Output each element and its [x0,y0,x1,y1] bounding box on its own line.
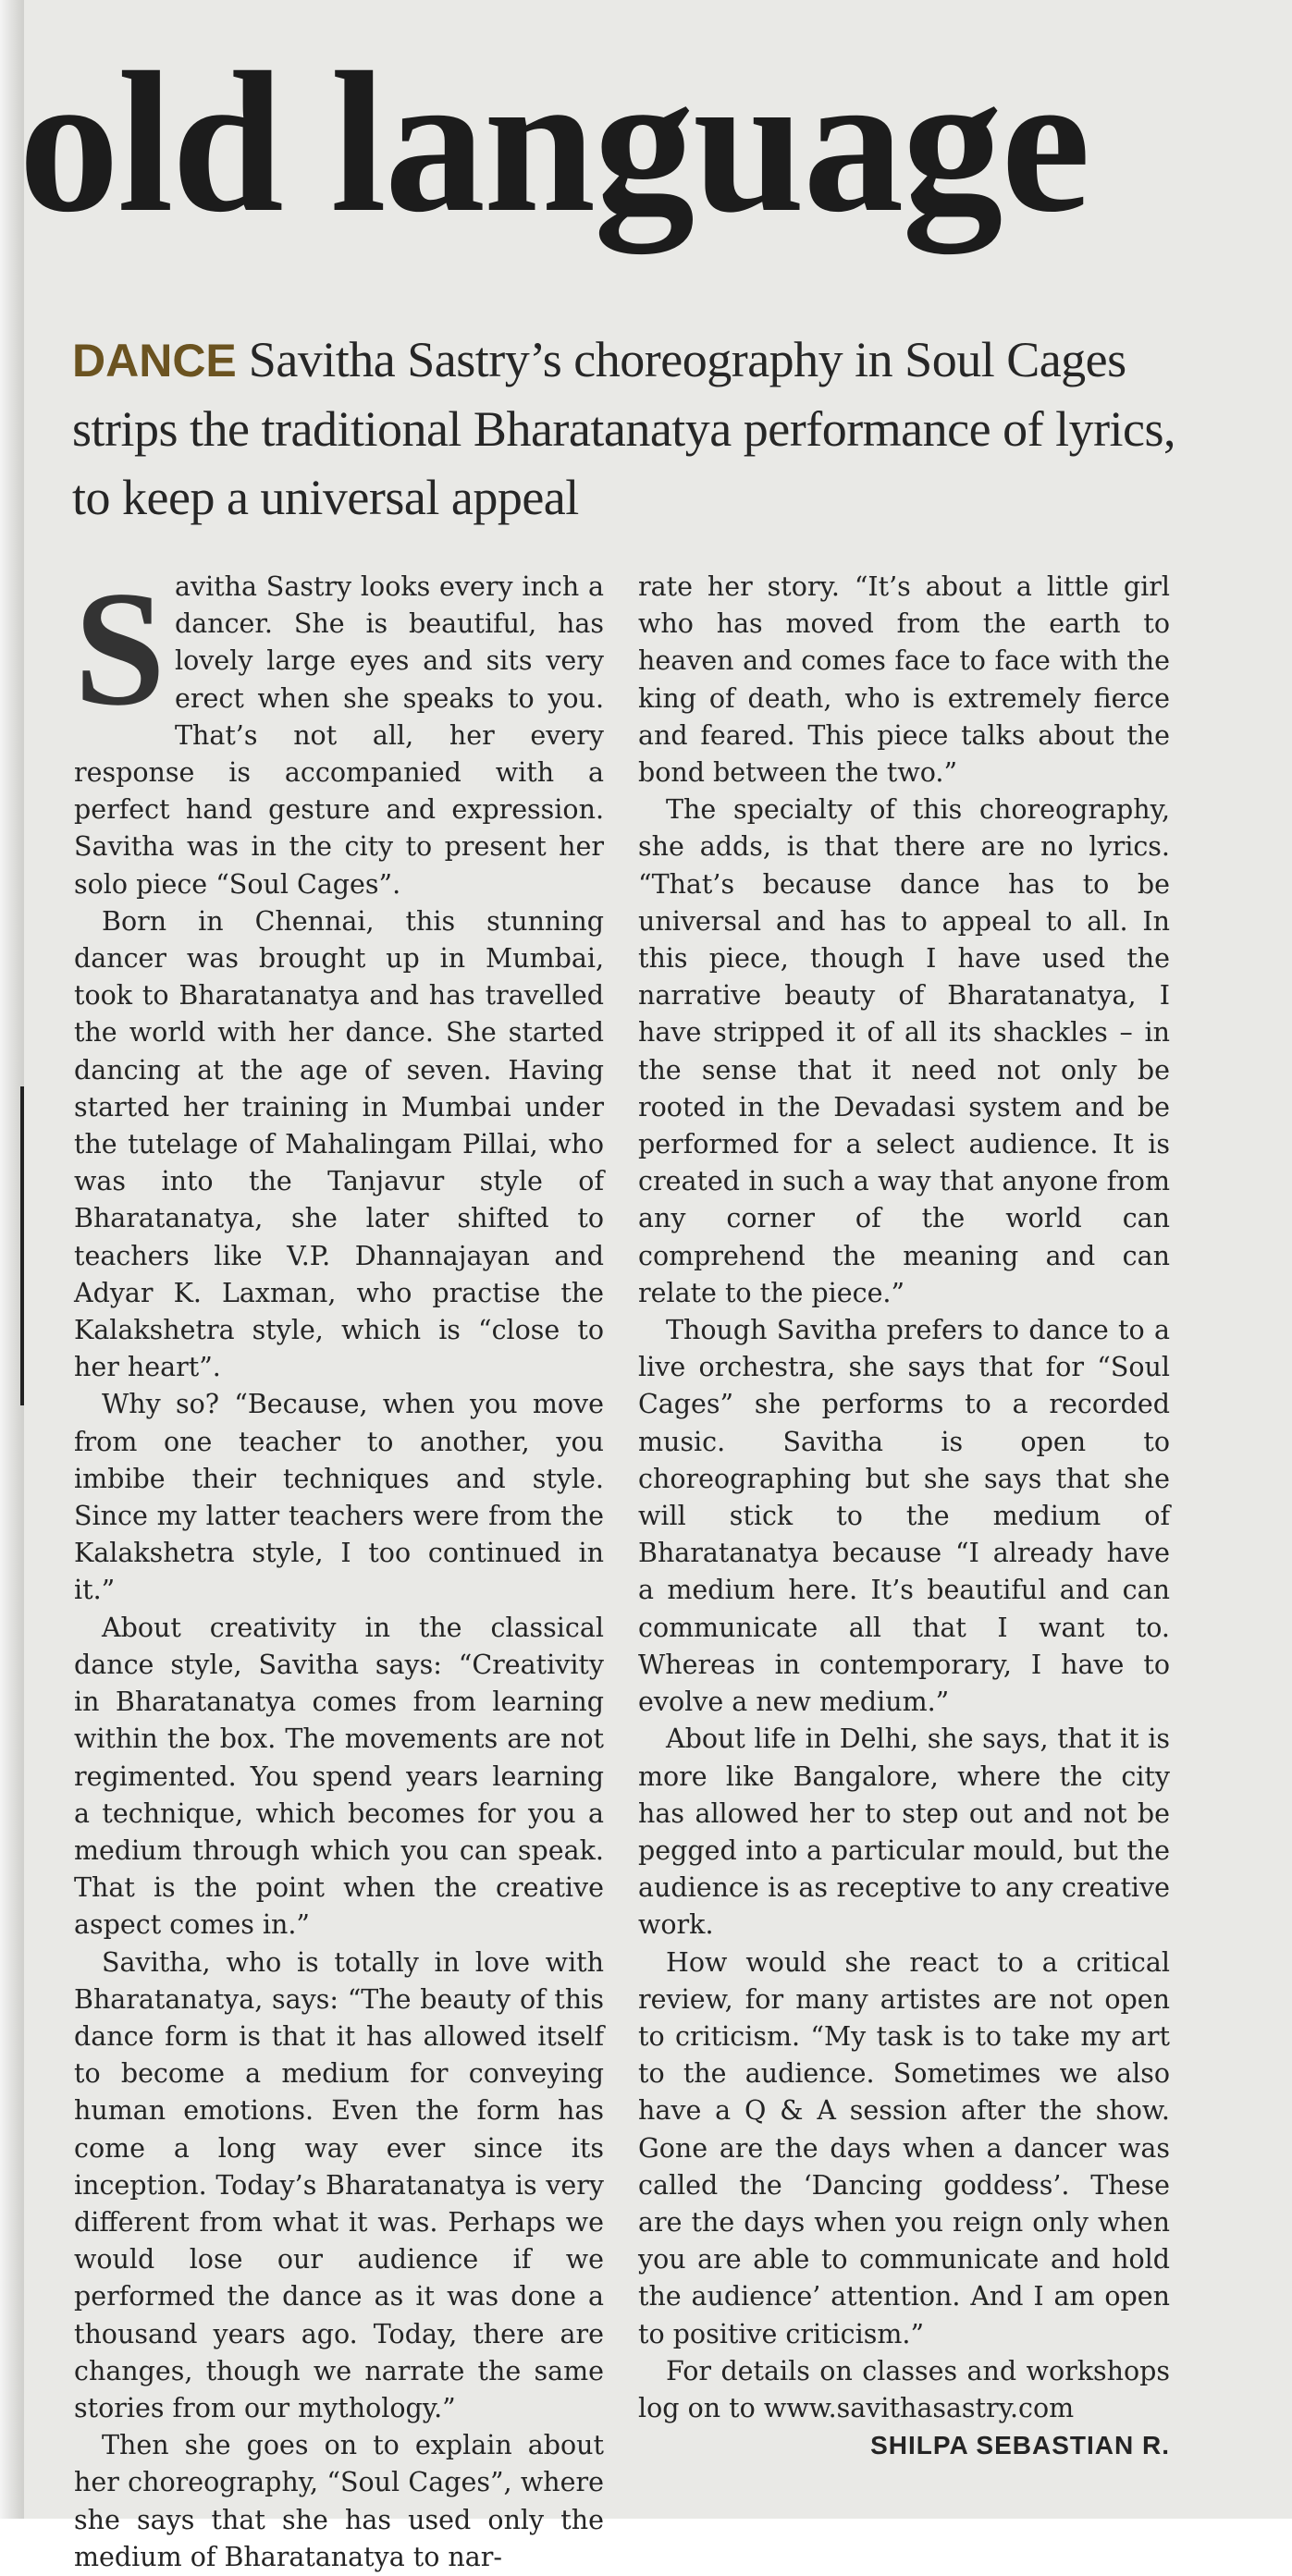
article-paragraph: Born in Chennai, this stunning dancer was brought up in Mumbai, took to Bharatanatya and has travelled the world with her dance. She started dancing at the age of seven. Having started her training in Mumbai under the tutelage of Mahalingam Pillai, who was into the Tanjavur style of Bharatanatya, she later shifted to teachers like V.P. Dhannajayan and Adyar K. Laxman, who practise the Kalakshetra style, which is “close to her heart”. [74,905,604,1383]
article-paragraph: How would she react to a critical review, for many artistes are not open to criticism. “My task is to take my art to the audience. Sometimes we also have a Q & A session after the show. Gone are the days when a dancer was called the ‘Dancing goddess’. These are the days when you reign only when you are able to communicate and hold the audience’ attention. And I am open to positive criticism.” [638,1946,1170,2349]
deck-text: Savitha Sastry’s choreography in Soul Cages strips the traditional Bharatanatya performance of lyrics, to keep a universal appeal [72,332,1176,525]
article-paragraph: rate her story. “It’s about a little girl who has moved from the earth to heaven and comes face to face with the king of death, who is extremely fierce and feared. This piece talks about the bond between the two.” [638,571,1170,789]
section-kicker: DANCE [72,335,237,386]
article-column-right [638,569,1170,2464]
article-paragraph: About creativity in the classical dance style, Savitha says: “Creativity in Bharatanatya comes from learning within the box. The movements are not regimented. You spend years learning a technique, which becomes for you a medium through which you can speak. That is the point when the creative aspect comes in.” [74,1612,604,1941]
drop-cap: S [74,557,166,740]
deck [72,325,1182,532]
article-paragraph: Why so? “Because, when you move from one teacher to another, you imbibe their techniques and style. Since my latter teachers were from the Kalakshetra style, I too continued in it.” [74,1389,604,1606]
article-paragraph: For details on classes and workshops log on to www.savithasastry.com [638,2355,1170,2423]
article-paragraph: About life in Delhi, she says, that it is more like Bangalore, where the city has allowed her to step out and not be pegged into a particular mould, but the audience is as receptive to any creative work. [638,1723,1170,1941]
margin-marker [20,1086,24,1405]
article-paragraph: Savitha, who is totally in love with Bharatanatya, says: “The beauty of this dance form is that it has allowed itself to become a medium for conveying human emotions. Even the form has come a long way ever since its inception. Today’s Bharatanatya is very different from what it was. Perhaps we would lose our audience if we performed the dance as it was done a thousand years ago. Today, there are changes, though we narrate the same stories from our mythology.” [74,1946,604,2423]
article-column-left [74,557,604,2576]
headline: old language [18,31,1089,254]
article-paragraph: The specialty of this choreography, she adds, is that there are no lyrics. “That’s because dance has to be universal and has to appeal to all. In this piece, though I have used the narrative beauty of Bharatanatya, I have stripped it of all its shackles – in the sense that it need not only be rooted in the Devadasi system and be performed for a select audience. It is created in such a way that anyone from any corner of the world can comprehend the meaning and can relate to the piece.” [638,794,1170,1308]
article-paragraph: Then she goes on to explain about her choreography, “Soul Cages”, where she says that she has used only the medium of Bharatanatya to nar- [74,2430,604,2572]
article-paragraph: Though Savitha prefers to dance to a live orchestra, she says that for “Soul Cages” she performs to a recorded music. Savitha is open to choreographing but she says that she will stick to the medium of Bharatanatya because “I already have a medium here. It’s beautiful and can communicate all that I want to. Whereas in contemporary, I have to evolve a new medium.” [638,1315,1170,1718]
byline: SHILPA SEBASTIAN R. [870,2431,1170,2460]
article-paragraph: Savitha Sastry looks every inch a dancer. She is beautiful, has lovely large eyes and sits very erect when she speaks to you. That’s not all, her every response is accompanied with a perfect hand gesture and expression. Savitha was in the city to present her solo piece “Soul Cages”. [74,557,604,900]
